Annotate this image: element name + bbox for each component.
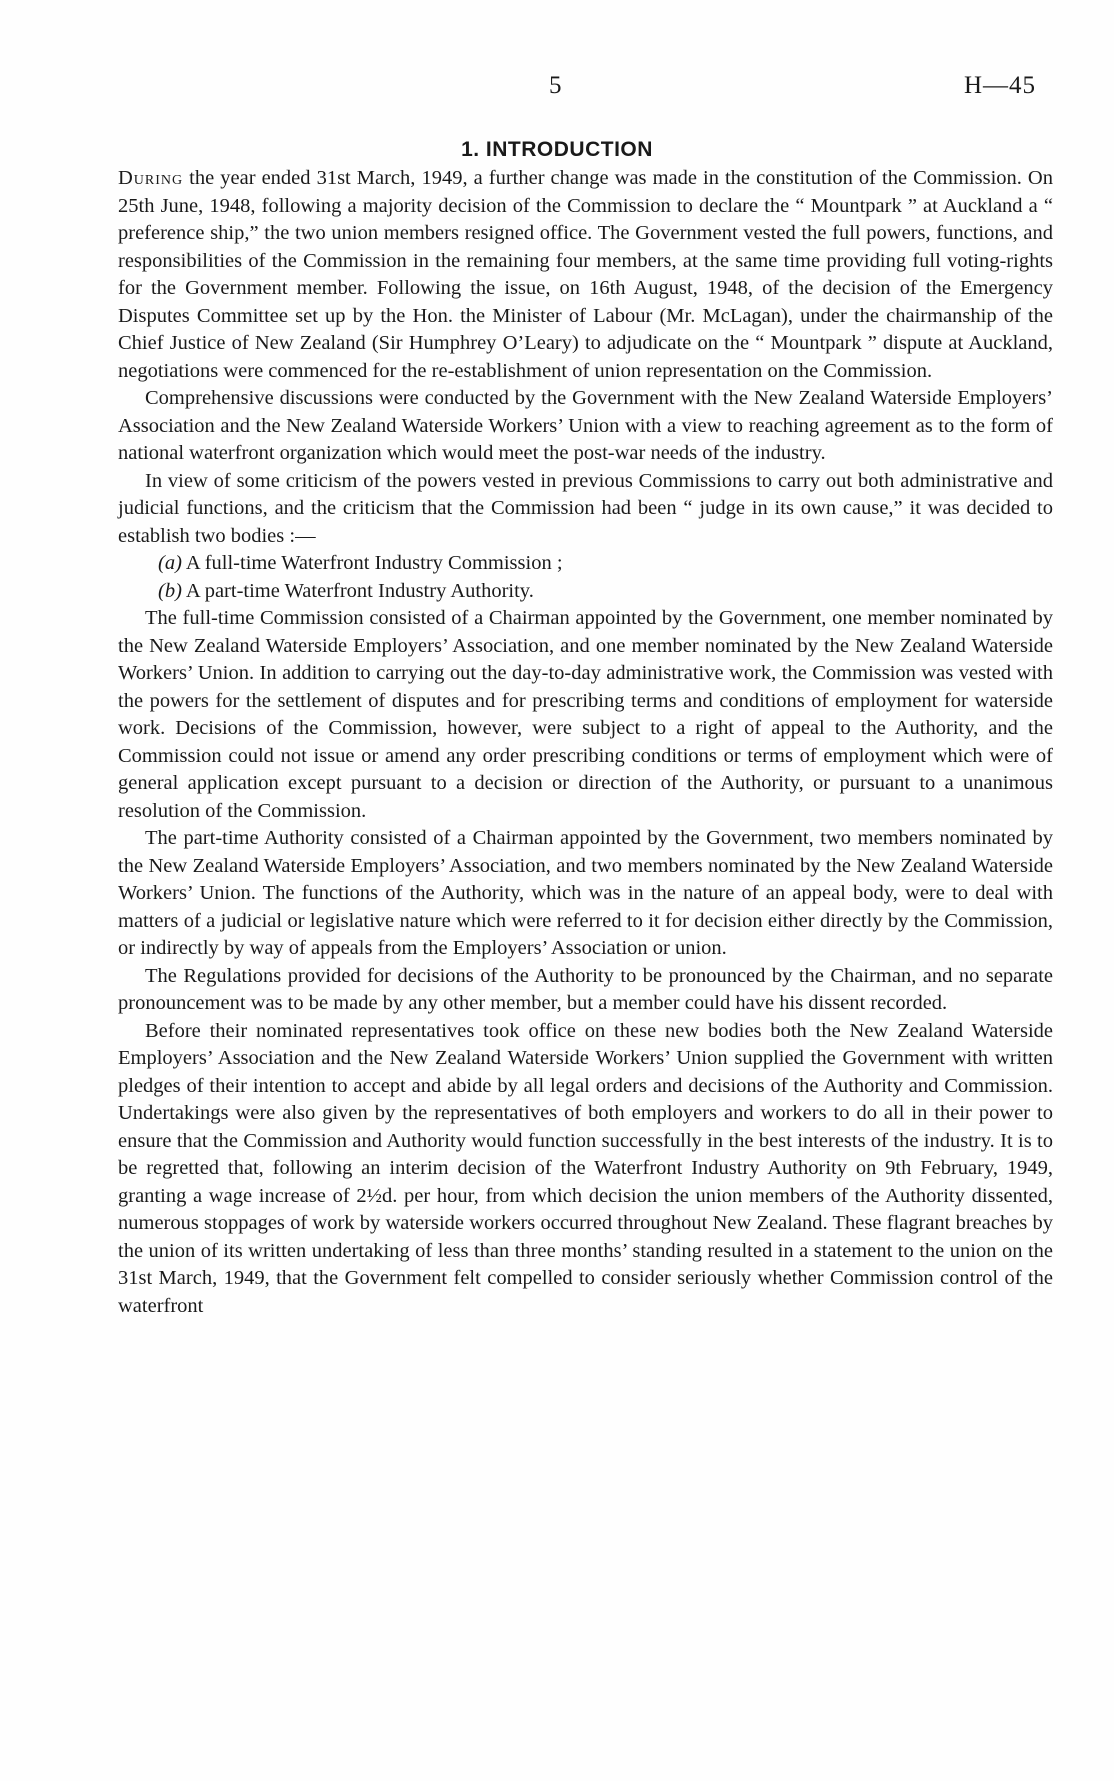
paragraph-1-text: the year ended 31st March, 1949, a further change was made in the constitution of the Commission. On 25th June, 1948, following a majority decision of the Commission to declare the “ Mountpark ” at Auckland a “ preference ship,” the two union members resigned office. The Government vested the full powers, functions, and responsibilities of the Commission in the remaining four members, at the same time providing full voting-rights for the Government member. Following the issue, on 16th August, 1948, of the decision of the Emergency Disputes Committee set up by the Hon. the Minister of Labour (Mr. McLagan), under the chairmanship of the Chief Justice of New Zealand (Sir Humphrey O’Leary) to adjudicate on the “ Mountpark ” dispute at Auckland, negotiations were commenced for the re-establishment of union representation on the Commission. <box>118 167 1053 382</box>
body-text <box>118 165 1053 1320</box>
list-marker: (a) <box>158 552 182 574</box>
paragraph-7: Before their nominated representatives took office on these new bodies both the New Zealand Waterside Employers’ Association and the New Zealand Waterside Workers’ Union supplied the Government with written pledges of their intention to accept and abide by all legal orders and decisions of the Authority and Commission. Undertakings were also given by the representatives of both employers and workers to do all in their power to ensure that the Commission and Authority would function successfully in the best interests of the industry. It is to be regretted that, following an interim decision of the Waterfront Industry Authority on 9th February, 1949, granting a wage increase of 2½d. per hour, from which decision the union members of the Authority dissented, numerous stoppages of work by waterside workers occurred throughout New Zealand. These flagrant breaches by the union of its written undertaking of less than three months’ standing resulted in a statement to the union on the 31st March, 1949, that the Government felt compelled to consider seriously whether Commission control of the waterfront <box>118 1019 1053 1317</box>
list-item <box>118 578 1053 606</box>
paragraph-5: The part-time Authority consisted of a Chairman appointed by the Government, two members nominated by the New Zealand Waterside Employers’ Association, and two members nominated by the New Zealand Waterside Workers’ Union. The functions of the Authority, which was in the nature of an appeal body, were to deal with matters of a judicial or legislative nature which were referred to it for decision either directly by the Commission, or indirectly by way of appeals from the Employers’ Association or union. <box>118 827 1053 959</box>
section-heading: 1. INTRODUCTION <box>461 138 653 161</box>
page-number: 5 <box>549 72 562 99</box>
paragraph-2: Comprehensive discussions were conducted by the Government with the New Zealand Waterside Employers’ Association and the New Zealand Waterside Workers’ Union with a view to reaching agreement as to the form of national waterfront organization which would meet the post-war needs of the industry. <box>118 387 1053 464</box>
list-item-text: A full-time Waterfront Industry Commission ; <box>185 552 563 574</box>
paragraph-3: In view of some criticism of the powers vested in previous Commissions to carry out both administrative and judicial functions, and the criticism that the Commission had been “ judge in its own cause,” it was decided to establish two bodies :— <box>118 469 1053 547</box>
document-code: H—45 <box>964 72 1037 99</box>
list-item <box>118 550 1053 578</box>
list-item-text: A part-time Waterfront Industry Authority. <box>185 579 534 602</box>
paragraph-6: The Regulations provided for decisions of the Authority to be pronounced by the Chairman, and no separate pronouncement was to be made by any other member, but a member could have his dissent recorded. <box>118 964 1053 1014</box>
paragraph-4: The full-time Commission consisted of a Chairman appointed by the Government, one member nominated by the New Zealand Waterside Employers’ Association, and one member nominated by the New Zealand Waterside Workers’ Union. In addition to carrying out the day-to-day administrative work, the Commission was vested with the powers for the settlement of disputes and for prescribing terms and conditions of employment for waterside work. Decisions of the Commission, however, were subject to a right of appeal to the Authority, and the Commission could not issue or amend any order prescribing conditions or terms of employment which were of general application except pursuant to a decision or direction of the Authority, or pursuant to a unanimous resolution of the Commission. <box>118 607 1053 822</box>
paragraph-1 <box>118 165 1053 385</box>
list-marker: (b) <box>158 579 182 602</box>
paragraph-lead-word: During <box>118 167 184 189</box>
bodies-list <box>118 550 1053 605</box>
